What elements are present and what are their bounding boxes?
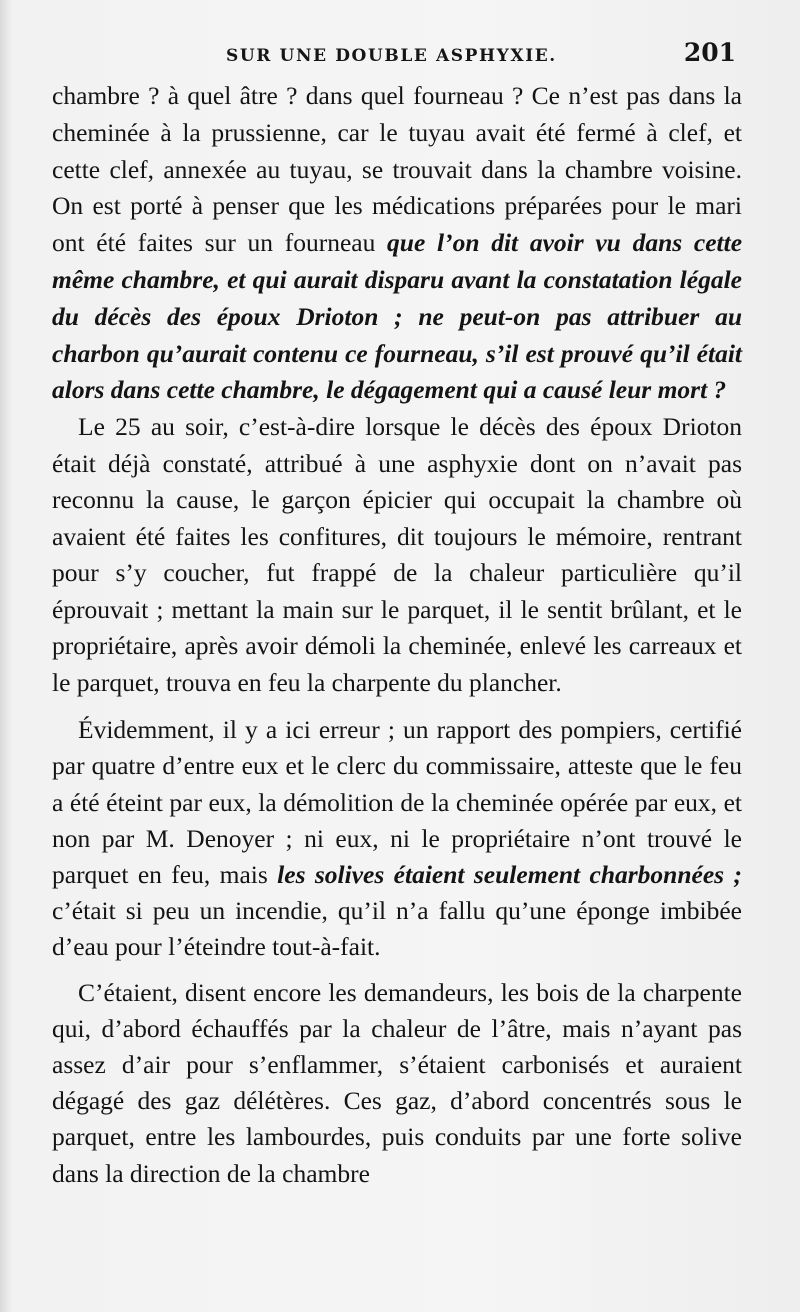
running-title: SUR UNE DOUBLE ASPHYXIE.: [226, 46, 557, 66]
paragraph-3-run-3: c’était si peu un incendie, qu’il n’a fallu qu’une éponge imbibée d’eau pour l’éteindre tout-à-fait.: [52, 896, 742, 962]
paragraph-3-italic-run: les solives étaient seulement charbonnées ;: [277, 859, 742, 889]
page-header: [226, 38, 736, 70]
paragraph-4: [52, 975, 742, 1192]
paragraph-1: [52, 78, 742, 409]
page-number: 201: [683, 38, 736, 67]
body-text: [52, 78, 742, 1192]
paragraph-3-run-1: Évidemment, il y a ici erreur ; un rapport des pompiers, certifié par quatre d’entre eux et le clerc du commissaire, atteste que le feu a été éteint par eux, la démolition de la cheminée opérée par eux, et non par M. Denoyer ; ni eux, ni le propriétaire n’ont trouvé le parquet en feu, mais: [52, 715, 742, 889]
paragraph-3: [52, 712, 742, 965]
paragraph-2-run-1: Le 25 au soir, c’est-à-dire lorsque le décès des époux Drioton était déjà constaté, attribué à une asphyxie dont on n’avait pas reconnu la cause, le garçon épicier qui occupait la chambre où avaient été faites les confitures, dit toujours le mémoire, rentrant pour s’y coucher, fut frappé de la chaleur particulière qu’il éprouvait ; mettant la main sur le parquet, il le sentit brûlant, et le propriétaire, après avoir démoli la cheminée, enlevé les carreaux et le parquet, trouva en feu la charpente du plancher.: [52, 412, 742, 697]
paragraph-1-run-1: chambre ? à quel âtre ? dans quel fourneau ? Ce n’est pas dans la cheminée à la prussienne, car le tuyau avait été fermé à clef, et cette clef, annexée au tuyau, se trouvait dans la chambre voisine. On est porté à penser que les médications préparées pour le mari ont été faites sur un fourneau: [52, 81, 742, 258]
paragraph-2: [52, 409, 742, 701]
paragraph-4-run-1: C’étaient, disent encore les demandeurs, les bois de la charpente qui, d’abord échauffés par la chaleur de l’âtre, mais n’ayant pas assez d’air pour s’enflammer, s’étaient carbonisés et auraient dégagé des gaz délétères. Ces gaz, d’abord concentrés sous le parquet, entre les lambourdes, puis conduits par une forte solive dans la direction de la chambre: [52, 977, 742, 1188]
paragraph-1-italic-run: que l’on dit avoir vu dans cette même chambre, et qui aurait disparu avant la constatation légale du décès des époux Drioton ; ne peut-on pas attribuer au charbon qu’aurait contenu ce fourneau, s’il est prouvé qu’il était alors dans cette chambre, le dégagement qui a causé leur mort ?: [52, 228, 743, 405]
